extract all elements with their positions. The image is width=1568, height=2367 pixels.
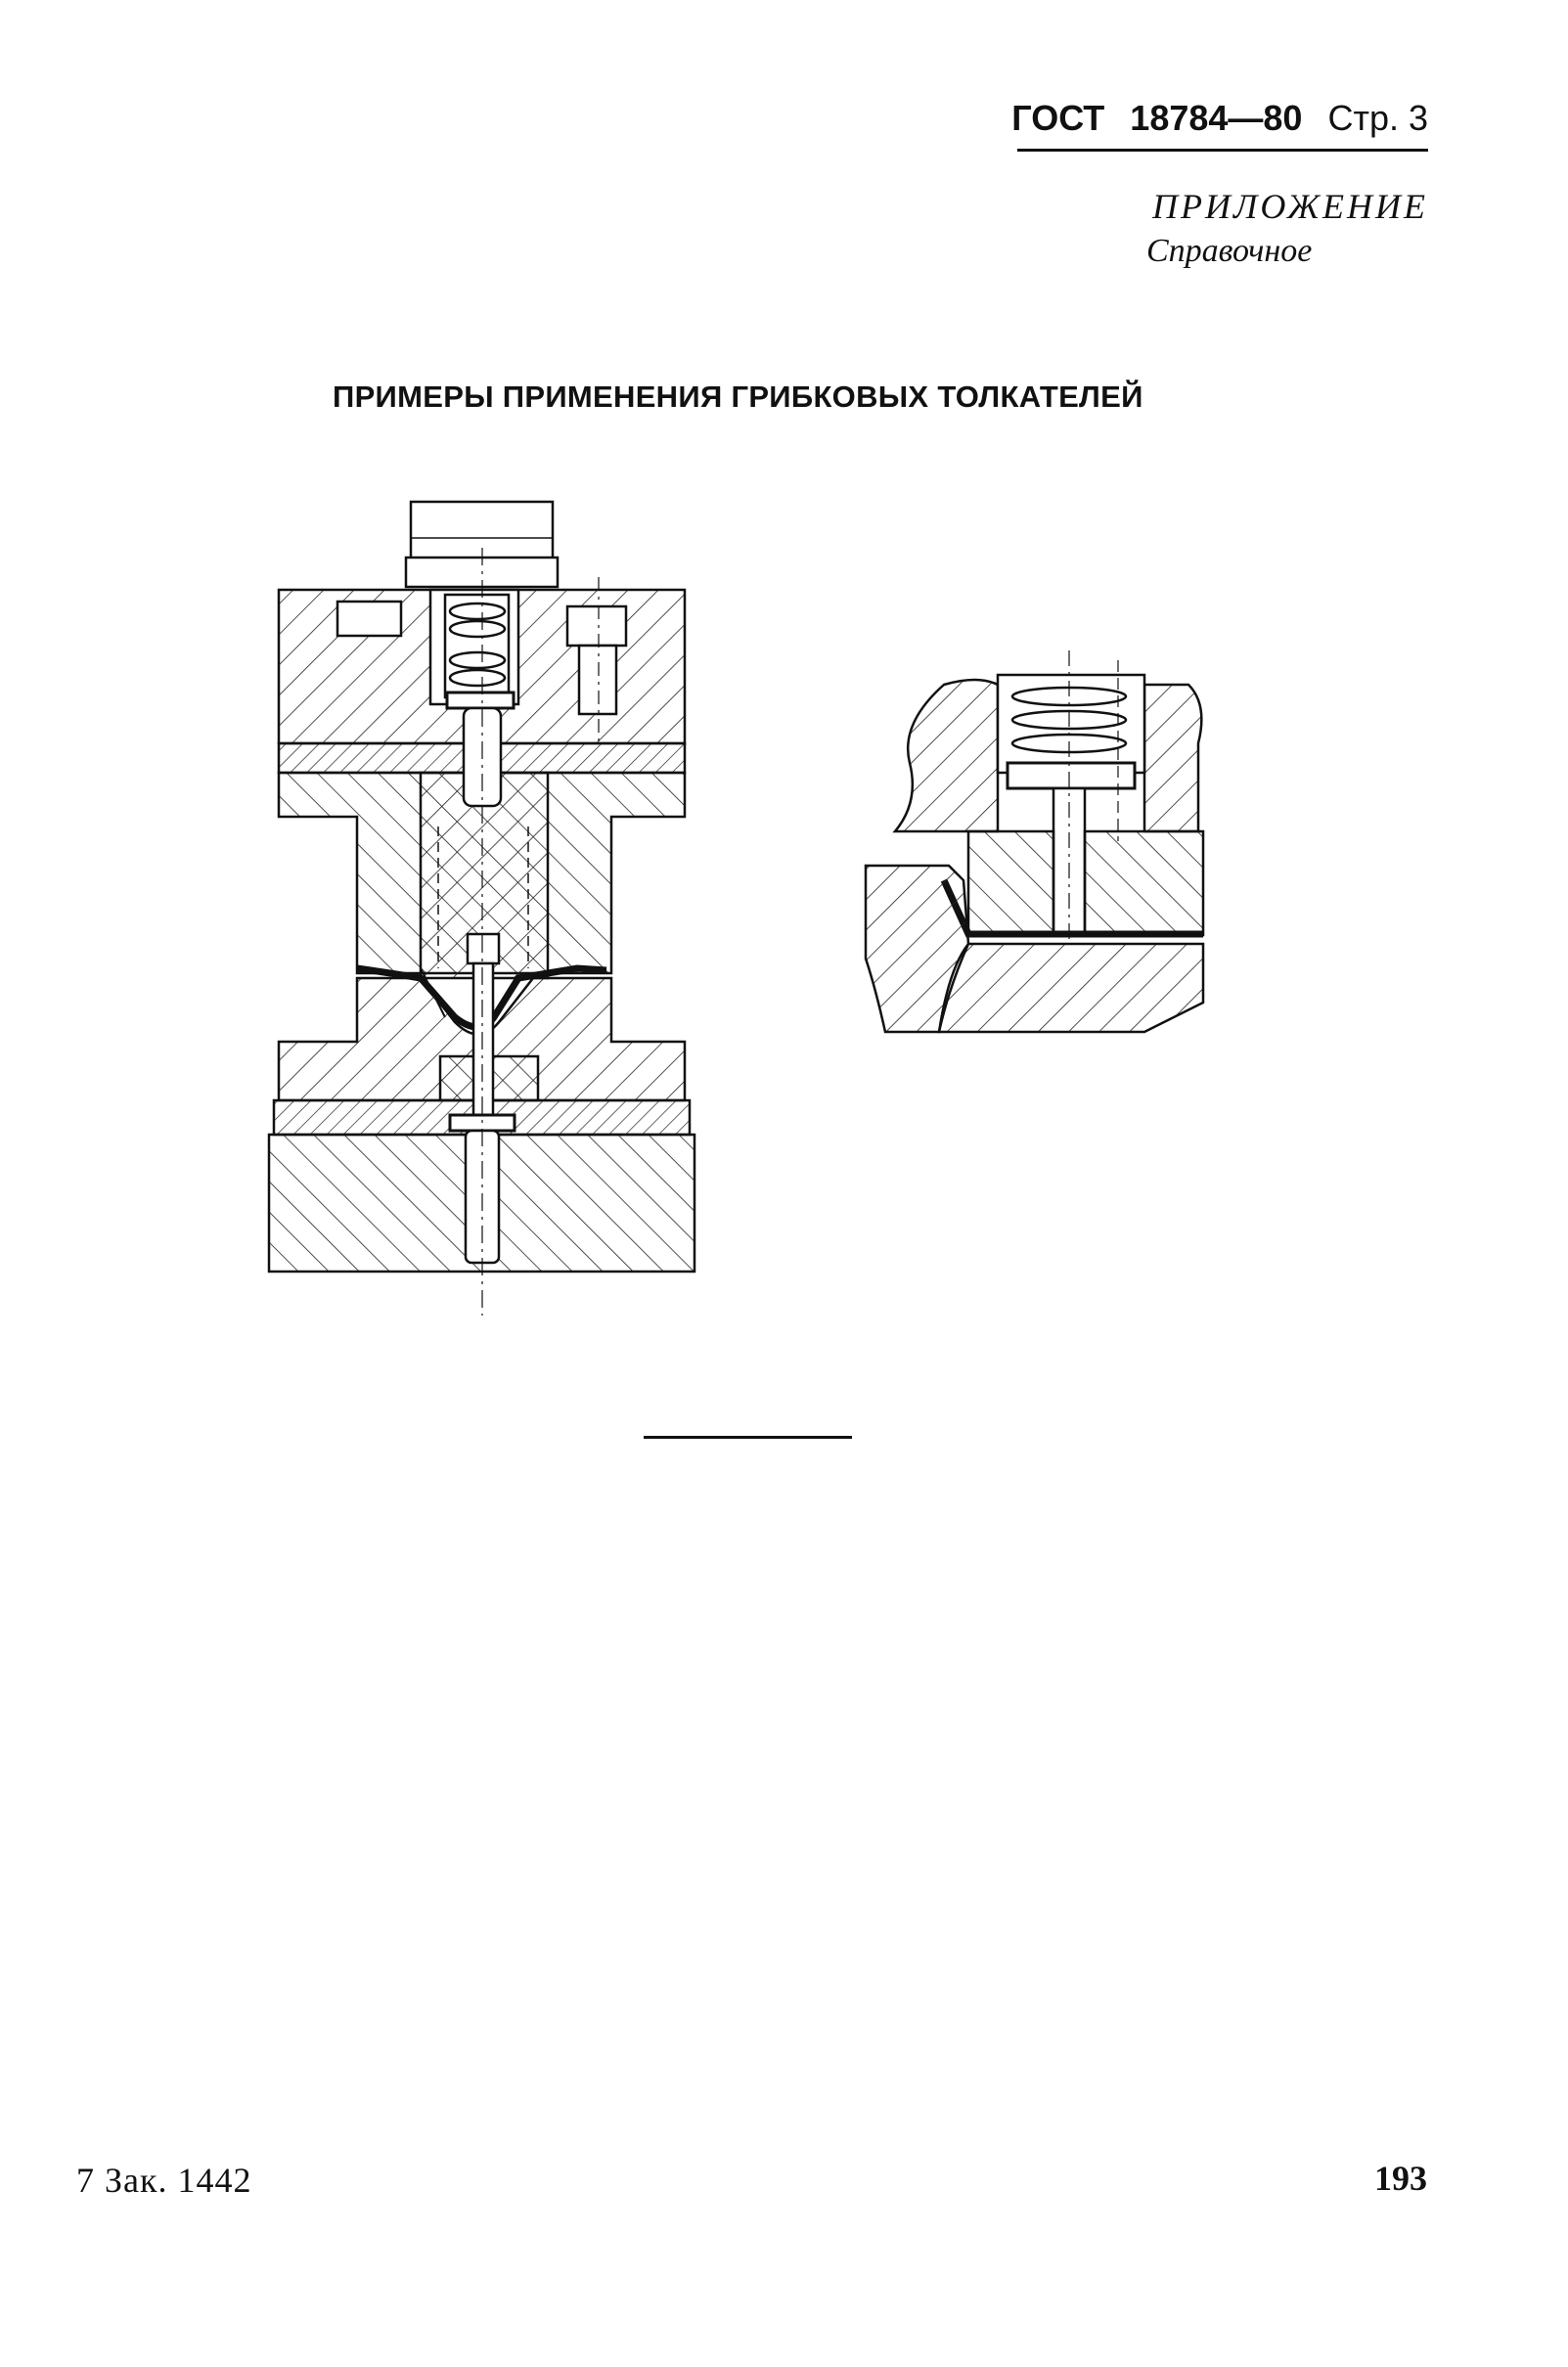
end-rule xyxy=(644,1436,852,1439)
appendix-title: ПРИЛОЖЕНИЕ xyxy=(1152,187,1428,226)
page-number: 193 xyxy=(1374,2159,1427,2198)
page-label: Стр. 3 xyxy=(1327,98,1428,138)
pusher-lower xyxy=(473,963,493,1115)
appendix-subtitle: Справочное xyxy=(1146,233,1313,269)
standard-label: ГОСТ xyxy=(1011,98,1105,138)
die-assembly-drawing xyxy=(269,502,694,1316)
section-title: ПРИМЕРЫ ПРИМЕНЕНИЯ ГРИБКОВЫХ ТОЛКАТЕЛЕЙ xyxy=(333,380,1143,414)
order-number: 7 Зак. 1442 xyxy=(76,2161,252,2200)
detail-drawing xyxy=(866,650,1203,1032)
standard-number: 18784—80 xyxy=(1130,98,1303,138)
